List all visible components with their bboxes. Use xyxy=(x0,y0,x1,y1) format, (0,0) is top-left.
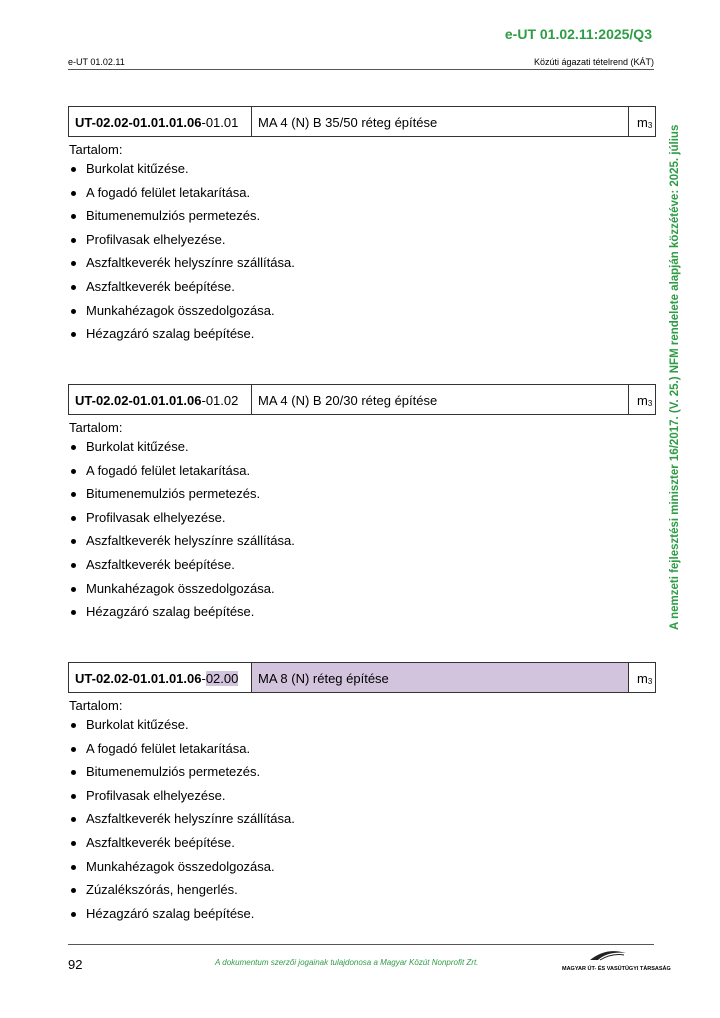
logo-text: MAGYAR ÚT- ÉS VASÚTÜGYI TÁRSASÁG xyxy=(562,966,671,972)
list-item: Burkolat kitűzése. xyxy=(68,435,656,459)
list-item: Aszfaltkeverék helyszínre szállítása. xyxy=(68,251,656,275)
list-item: Bitumenemulziós permetezés. xyxy=(68,482,656,506)
header-divider xyxy=(68,69,654,70)
organization-logo xyxy=(562,948,671,972)
list-item: A fogadó felület letakarítása. xyxy=(68,737,656,761)
item-header-table xyxy=(68,106,656,137)
item-code-bold: UT-02.02-01.01.01.06 xyxy=(75,115,202,130)
list-item: Hézagzáró szalag beépítése. xyxy=(68,600,656,624)
list-item: Profilvasak elhelyezése. xyxy=(68,228,656,252)
item-code-bold: UT-02.02-01.01.01.06 xyxy=(75,671,202,686)
item-block-1 xyxy=(68,106,656,346)
list-item: Aszfaltkeverék beépítése. xyxy=(68,275,656,299)
item-description: MA 4 (N) B 20/30 réteg építése xyxy=(252,385,629,414)
list-item: Munkahézagok összedolgozása. xyxy=(68,299,656,323)
content-list xyxy=(68,157,656,346)
item-unit xyxy=(629,385,655,414)
unit-exponent: 3 xyxy=(647,677,653,686)
item-block-3 xyxy=(68,662,656,925)
list-item: Munkahézagok összedolgozása. xyxy=(68,577,656,601)
header-right: Közúti ágazati tételrend (KÁT) xyxy=(533,57,654,67)
item-code xyxy=(69,663,252,692)
list-item: Munkahézagok összedolgozása. xyxy=(68,855,656,879)
item-code-bold: UT-02.02-01.01.01.06 xyxy=(75,393,202,408)
list-item: Aszfaltkeverék helyszínre szállítása. xyxy=(68,807,656,831)
content-list xyxy=(68,713,656,925)
running-header xyxy=(68,57,654,67)
list-item: Aszfaltkeverék beépítése. xyxy=(68,831,656,855)
list-item: Burkolat kitűzése. xyxy=(68,713,656,737)
unit-exponent: 3 xyxy=(647,399,653,408)
item-code-highlighted-suffix: 02.00 xyxy=(205,671,239,686)
unit-base: m xyxy=(637,115,648,130)
document-code: e-UT 01.02.11:2025/Q3 xyxy=(504,26,652,42)
list-item: Bitumenemulziós permetezés. xyxy=(68,760,656,784)
page-number: 92 xyxy=(68,957,83,972)
publication-side-note: A nemzeti fejlesztési miniszter 16/2017. (V. 25.) NFM rendelete alapján közzétéve: 2025. július xyxy=(669,124,681,630)
list-item: Profilvasak elhelyezése. xyxy=(68,506,656,530)
item-unit xyxy=(629,663,655,692)
item-code-separator: - xyxy=(201,671,206,686)
unit-exponent: 3 xyxy=(647,121,653,130)
content-label: Tartalom: xyxy=(69,420,123,435)
item-header-table xyxy=(68,662,656,693)
copyright-note: A dokumentum szerzői jogainak tulajdonosa a Magyar Közút Nonprofit Zrt. xyxy=(215,958,479,967)
item-header-table xyxy=(68,384,656,415)
list-item: Aszfaltkeverék helyszínre szállítása. xyxy=(68,529,656,553)
item-code xyxy=(69,385,252,414)
list-item: A fogadó felület letakarítása. xyxy=(68,459,656,483)
header-left: e-UT 01.02.11 xyxy=(68,57,125,67)
list-item: Burkolat kitűzése. xyxy=(68,157,656,181)
item-description: MA 4 (N) B 35/50 réteg építése xyxy=(252,107,629,136)
list-item: Bitumenemulziós permetezés. xyxy=(68,204,656,228)
content-label: Tartalom: xyxy=(69,698,123,713)
content-label: Tartalom: xyxy=(69,142,123,157)
list-item: Aszfaltkeverék beépítése. xyxy=(68,553,656,577)
item-code xyxy=(69,107,252,136)
list-item: Profilvasak elhelyezése. xyxy=(68,784,656,808)
logo-swoosh-icon xyxy=(588,949,628,961)
item-code-suffix: -01.01 xyxy=(201,115,239,130)
list-item: Hézagzáró szalag beépítése. xyxy=(68,322,656,346)
list-item: A fogadó felület letakarítása. xyxy=(68,181,656,205)
unit-base: m xyxy=(637,393,648,408)
item-block-2 xyxy=(68,384,656,624)
item-description-highlighted: MA 8 (N) réteg építése xyxy=(252,663,629,692)
list-item: Zúzalékszórás, hengerlés. xyxy=(68,878,656,902)
footer-divider xyxy=(68,944,654,945)
item-code-suffix: -01.02 xyxy=(201,393,239,408)
content-list xyxy=(68,435,656,624)
item-unit xyxy=(629,107,655,136)
list-item: Hézagzáró szalag beépítése. xyxy=(68,902,656,926)
unit-base: m xyxy=(637,671,648,686)
